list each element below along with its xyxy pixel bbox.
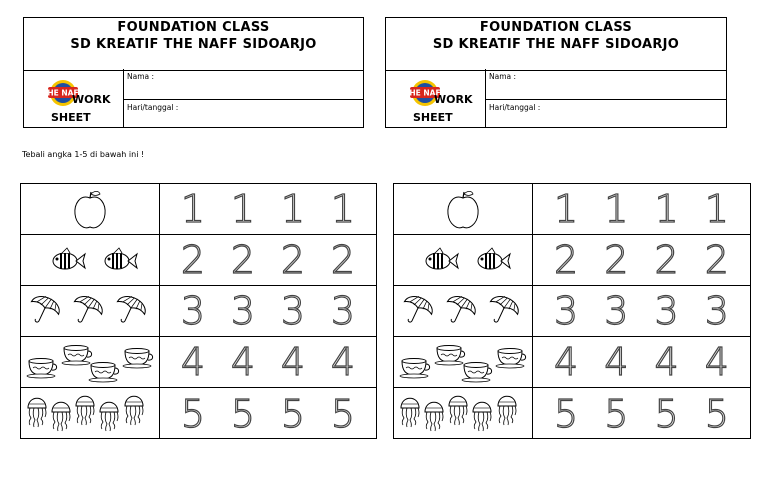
trace-digit[interactable]: 2 — [180, 238, 206, 282]
picture-cell — [21, 235, 160, 285]
trace-digit[interactable]: 2 — [604, 238, 629, 282]
row-1 — [394, 184, 750, 235]
row-5 — [21, 388, 376, 439]
trace-digit[interactable]: 3 — [604, 289, 629, 333]
trace-digit[interactable]: 2 — [230, 238, 256, 282]
row-1 — [21, 184, 376, 235]
digit-tracing-cells[interactable] — [160, 235, 376, 285]
row-2 — [21, 235, 376, 286]
picture-cell — [394, 235, 533, 285]
row-2 — [394, 235, 750, 286]
trace-digit[interactable]: 5 — [330, 391, 356, 436]
trace-digit[interactable]: 1 — [654, 187, 679, 231]
logo-cell — [386, 69, 486, 127]
worksheet-label-work: WORK — [434, 93, 473, 106]
title-line-1: FOUNDATION CLASS — [479, 20, 633, 35]
logo-cell — [24, 69, 124, 127]
trace-digit[interactable]: 2 — [554, 238, 579, 282]
digit-tracing-cells[interactable] — [160, 337, 376, 387]
name-label: Nama : — [489, 72, 517, 81]
tracing-grid-left — [20, 183, 377, 439]
cup-icon — [21, 337, 159, 387]
trace-digit[interactable]: 4 — [330, 340, 356, 384]
trace-digit[interactable]: 5 — [704, 391, 729, 436]
umbrella-icon — [394, 286, 532, 336]
trace-digit[interactable]: 4 — [604, 340, 629, 384]
digit-tracing-cells[interactable] — [160, 388, 376, 439]
trace-digit[interactable]: 4 — [280, 340, 306, 384]
digit-tracing-cells[interactable] — [533, 184, 750, 234]
trace-digit[interactable]: 1 — [604, 187, 629, 231]
instruction-text: Tebali angka 1-5 di bawah ini ! — [22, 150, 145, 159]
worksheet-label-work: WORK — [72, 93, 111, 106]
picture-cell — [21, 286, 160, 336]
row-4 — [21, 337, 376, 388]
svg-text:THE NAFF: THE NAFF — [42, 88, 84, 98]
trace-digit[interactable]: 4 — [180, 340, 206, 384]
trace-digit[interactable]: 3 — [554, 289, 579, 333]
trace-digit[interactable]: 1 — [280, 187, 306, 231]
trace-digit[interactable]: 2 — [704, 238, 729, 282]
trace-digit[interactable]: 5 — [180, 391, 206, 436]
row-4 — [394, 337, 750, 388]
trace-digit[interactable]: 5 — [604, 391, 629, 436]
header-box-right — [385, 17, 727, 128]
name-field[interactable] — [486, 69, 726, 100]
picture-cell — [21, 388, 160, 439]
worksheet-label-sheet: SHEET — [413, 111, 453, 124]
row-3 — [21, 286, 376, 337]
header-box-left — [23, 17, 364, 128]
picture-cell — [394, 337, 533, 387]
date-field[interactable] — [486, 100, 726, 127]
trace-digit[interactable]: 5 — [554, 391, 579, 436]
trace-digit[interactable]: 4 — [704, 340, 729, 384]
trace-digit[interactable]: 3 — [180, 289, 206, 333]
fish-icon — [21, 235, 159, 285]
trace-digit[interactable]: 4 — [554, 340, 579, 384]
name-field[interactable] — [124, 69, 363, 100]
row-3 — [394, 286, 750, 337]
trace-digit[interactable]: 4 — [654, 340, 679, 384]
trace-digit[interactable]: 3 — [280, 289, 306, 333]
trace-digit[interactable]: 2 — [654, 238, 679, 282]
picture-cell — [394, 286, 533, 336]
trace-digit[interactable]: 2 — [330, 238, 356, 282]
digit-tracing-cells[interactable] — [533, 388, 750, 439]
date-label: Hari/tanggal : — [127, 103, 179, 112]
trace-digit[interactable]: 3 — [330, 289, 356, 333]
cup-icon — [394, 337, 532, 387]
title-line-2: SD KREATIF THE NAFF SIDOARJO — [70, 37, 317, 52]
picture-cell — [21, 337, 160, 387]
trace-digit[interactable]: 5 — [654, 391, 679, 436]
date-label: Hari/tanggal : — [489, 103, 541, 112]
date-field[interactable] — [124, 100, 363, 127]
tracing-grid-right — [393, 183, 751, 439]
trace-digit[interactable]: 3 — [654, 289, 679, 333]
trace-digit[interactable]: 1 — [704, 187, 729, 231]
jellyfish-icon — [21, 388, 159, 438]
apple-icon — [21, 184, 159, 234]
fish-icon — [394, 235, 532, 285]
header-title — [24, 18, 363, 71]
umbrella-icon — [21, 286, 159, 336]
jellyfish-icon — [394, 388, 532, 438]
digit-tracing-cells[interactable] — [160, 184, 376, 234]
trace-digit[interactable]: 3 — [704, 289, 729, 333]
digit-tracing-cells[interactable] — [160, 286, 376, 336]
trace-digit[interactable]: 1 — [180, 187, 206, 231]
header-title — [386, 18, 726, 71]
trace-digit[interactable]: 4 — [230, 340, 256, 384]
name-label: Nama : — [127, 72, 155, 81]
digit-tracing-cells[interactable] — [533, 286, 750, 336]
trace-digit[interactable]: 5 — [280, 391, 306, 436]
picture-cell — [394, 184, 533, 234]
picture-cell — [394, 388, 533, 439]
title-line-2: SD KREATIF THE NAFF SIDOARJO — [432, 37, 680, 52]
trace-digit[interactable]: 1 — [330, 187, 356, 231]
row-5 — [394, 388, 750, 439]
worksheet-label-sheet: SHEET — [51, 111, 91, 124]
svg-text:THE NAFF: THE NAFF — [404, 88, 446, 98]
apple-icon — [394, 184, 532, 234]
trace-digit[interactable]: 1 — [230, 187, 256, 231]
digit-tracing-cells[interactable] — [533, 337, 750, 387]
trace-digit[interactable]: 3 — [230, 289, 256, 333]
digit-tracing-cells[interactable] — [533, 235, 750, 285]
trace-digit[interactable]: 5 — [230, 391, 256, 436]
title-line-1: FOUNDATION CLASS — [117, 20, 270, 35]
trace-digit[interactable]: 2 — [280, 238, 306, 282]
trace-digit[interactable]: 1 — [554, 187, 579, 231]
picture-cell — [21, 184, 160, 234]
